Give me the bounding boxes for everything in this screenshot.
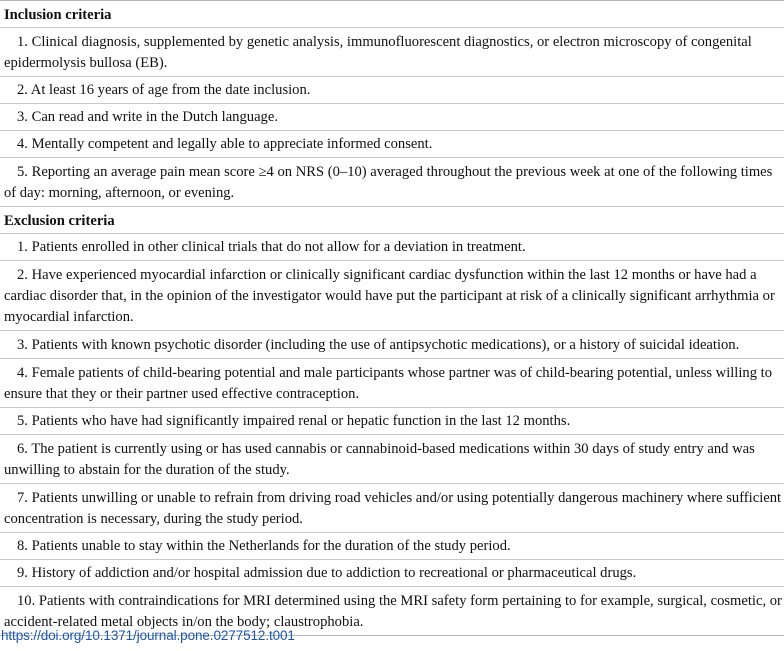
exclusion-criterion-1: 1. Patients enrolled in other clinical trials that do not allow for a deviation in treatment. bbox=[0, 234, 784, 261]
exclusion-criteria-heading: Exclusion criteria bbox=[0, 207, 784, 234]
exclusion-criterion-4: 4. Female patients of child-bearing potential and male participants whose partner was of child-bearing potential, unless willing to ensure that they or their partner used effective contraception. bbox=[0, 359, 784, 408]
inclusion-criterion-3: 3. Can read and write in the Dutch language. bbox=[0, 104, 784, 131]
exclusion-criterion-8: 8. Patients unable to stay within the Netherlands for the duration of the study period. bbox=[0, 533, 784, 560]
inclusion-criterion-4: 4. Mentally competent and legally able to appreciate informed consent. bbox=[0, 131, 784, 158]
exclusion-criterion-2: 2. Have experienced myocardial infarction or clinically significant cardiac dysfunction within the last 12 months or have had a cardiac disorder that, in the opinion of the investigator would have put the participant at risk of a clinically significant arrhythmia or myocardial infarction. bbox=[0, 261, 784, 331]
exclusion-criterion-6: 6. The patient is currently using or has used cannabis or cannabinoid-based medications within 30 days of study entry and was unwilling to abstain for the duration of the study. bbox=[0, 435, 784, 484]
exclusion-criterion-7: 7. Patients unwilling or unable to refrain from driving road vehicles and/or using potentially dangerous machinery where sufficient concentration is necessary, during the study period. bbox=[0, 484, 784, 533]
exclusion-criterion-5: 5. Patients who have had significantly impaired renal or hepatic function in the last 12 months. bbox=[0, 408, 784, 435]
inclusion-criterion-2: 2. At least 16 years of age from the date inclusion. bbox=[0, 77, 784, 104]
inclusion-criterion-5: 5. Reporting an average pain mean score ≥4 on NRS (0–10) averaged throughout the previous week at one of the following times of day: morning, afternoon, or evening. bbox=[0, 158, 784, 207]
exclusion-criterion-3: 3. Patients with known psychotic disorder (including the use of antipsychotic medications), or a history of suicidal ideation. bbox=[0, 331, 784, 359]
inclusion-criterion-1: 1. Clinical diagnosis, supplemented by genetic analysis, immunofluorescent diagnostics, or electron microscopy of congenital epidermolysis bullosa (EB). bbox=[0, 28, 784, 77]
exclusion-criterion-10: 10. Patients with contraindications for MRI determined using the MRI safety form pertaining to for example, surgical, cosmetic, or accident-related metal objects in/on the body; claustrophobia. bbox=[0, 587, 784, 636]
inclusion-criteria-heading: Inclusion criteria bbox=[0, 1, 784, 28]
doi-link[interactable]: https://doi.org/10.1371/journal.pone.0277512.t001 bbox=[1, 628, 295, 643]
exclusion-criterion-9: 9. History of addiction and/or hospital admission due to addiction to recreational or pharmaceutical drugs. bbox=[0, 560, 784, 587]
